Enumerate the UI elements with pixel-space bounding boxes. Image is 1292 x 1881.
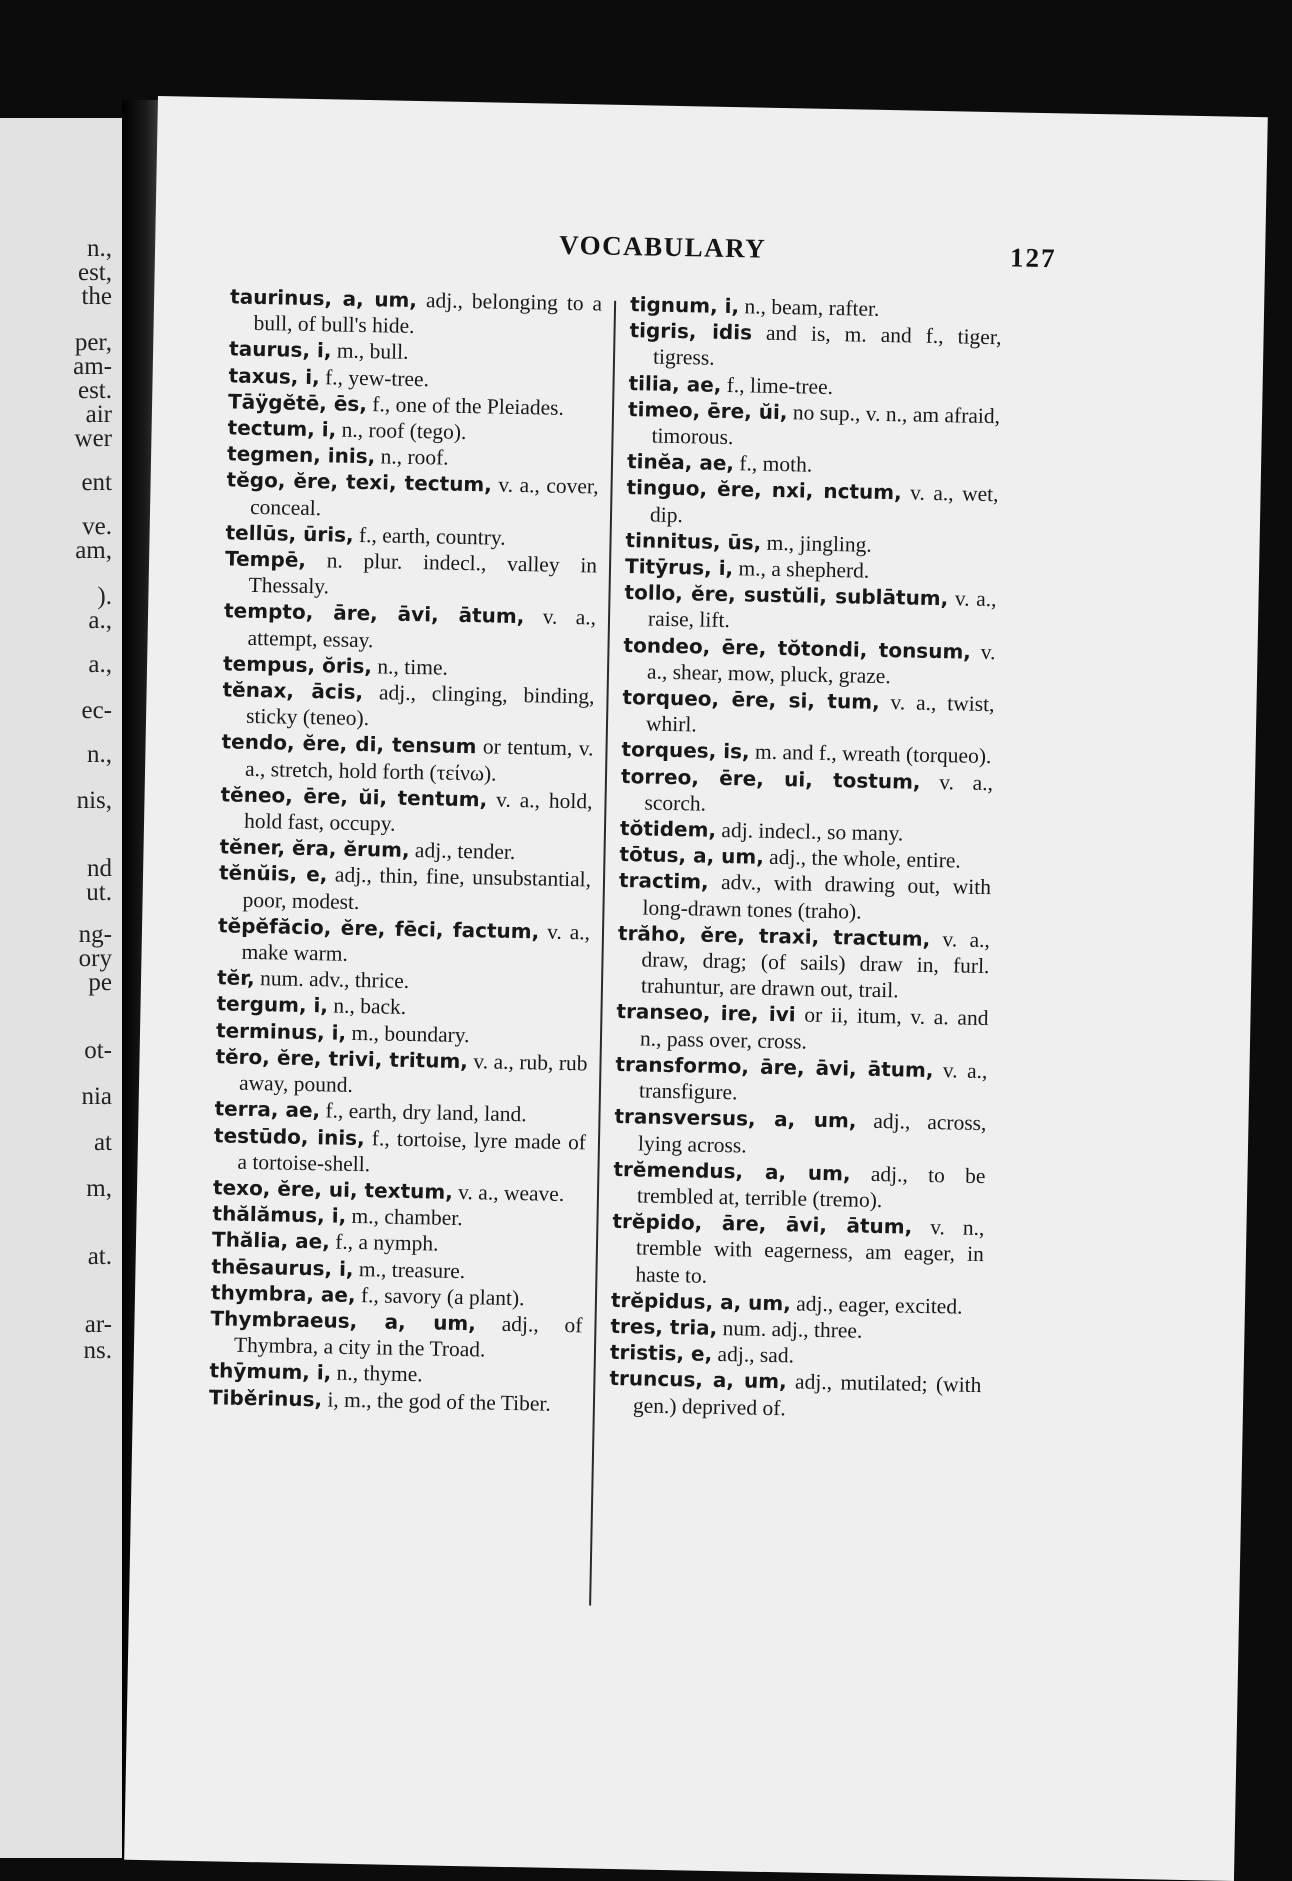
- entry-headword: timeo, ēre, ŭi,: [627, 396, 788, 424]
- vocab-entry: [210, 1305, 583, 1365]
- previous-page-text-fragment: per,: [74, 329, 112, 356]
- entry-definition: n., roof.: [374, 444, 449, 470]
- entry-headword: tĕner, ĕra, ĕrum,: [219, 834, 410, 863]
- entry-definition: m., chamber.: [345, 1203, 463, 1231]
- entry-headword: truncus, a, um,: [609, 1366, 787, 1394]
- entry-definition: f., yew-tree.: [319, 364, 430, 391]
- entry-headword: trĕpidus, a, um,: [610, 1287, 792, 1316]
- entry-definition: adv., with drawing out, with long-drawn tones (traho).: [642, 870, 992, 924]
- vocab-entry: [624, 579, 997, 639]
- vocab-entry: [627, 396, 1000, 456]
- entry-definition: v. a., scorch.: [644, 769, 994, 816]
- previous-page-text-fragment: ut.: [86, 879, 112, 906]
- entry-headword: tristis, e,: [609, 1340, 713, 1366]
- vocab-entry: [224, 545, 597, 605]
- page-header: [155, 222, 1266, 283]
- previous-page-text-fragment: ng-: [78, 921, 112, 948]
- entry-headword: tergum, i,: [216, 991, 329, 1018]
- previous-page-text-fragment: nis,: [76, 787, 112, 814]
- entry-definition: n., back.: [327, 993, 407, 1020]
- previous-page-text-fragment: n.,: [87, 235, 112, 262]
- entry-headword: tilia, ae,: [628, 370, 722, 397]
- entry-definition: v. a., wet, dip.: [649, 480, 999, 527]
- entry-definition: and is, m. and f., tiger, tigress.: [652, 320, 1002, 371]
- entry-definition: adj., of Thymbra, a city in the Troad.: [233, 1311, 583, 1362]
- dictionary-page: [124, 96, 1268, 1881]
- entry-definition: adj. indecl., so many.: [715, 817, 904, 846]
- vocab-entry: [616, 998, 989, 1058]
- entry-definition: f., a nymph.: [329, 1229, 439, 1256]
- entry-definition: num. adj., three.: [717, 1315, 863, 1343]
- entry-definition: v. a., weave.: [452, 1179, 565, 1206]
- entry-headword: tres, tria,: [610, 1313, 718, 1340]
- entry-headword: tempus, ŏris,: [222, 651, 373, 679]
- vocab-entry: [229, 283, 602, 343]
- entry-headword: tŏtidem,: [619, 816, 717, 842]
- entry-headword: tĕnax, ācis,: [222, 677, 364, 705]
- entry-definition: adj., the whole, entire.: [763, 845, 962, 873]
- vocab-entry: [218, 860, 591, 920]
- entry-headword: tinguo, ĕre, nxi, nctum,: [626, 475, 902, 505]
- previous-page-text-fragment: air: [85, 401, 112, 428]
- vocab-entry: [222, 676, 595, 736]
- previous-page-text-fragment: est.: [77, 377, 112, 404]
- entry-headword: taurinus, a, um,: [229, 284, 418, 313]
- previous-page-text-fragment: ve.: [82, 513, 112, 540]
- entry-definition: f., earth, dry land, land.: [319, 1098, 527, 1127]
- previous-page-text-fragment: est,: [77, 259, 112, 286]
- entry-headword: Tempē,: [224, 546, 307, 572]
- previous-page-text-fragment: ).: [97, 583, 112, 610]
- entry-definition: or ii, itum, v. a. and n., pass over, cross.: [639, 1002, 989, 1054]
- entry-definition: f., one of the Pleiades.: [366, 391, 565, 420]
- entry-definition: no sup., v. n., am afraid, timorous.: [651, 399, 1001, 450]
- entry-headword: Thălia, ae,: [211, 1227, 331, 1254]
- vocab-entry: [614, 1103, 987, 1163]
- previous-page-text-fragment: the: [81, 283, 112, 310]
- previous-page-text-fragment: nia: [81, 1083, 112, 1110]
- entry-headword: tĕgo, ĕre, texi, tectum,: [226, 467, 493, 497]
- entry-headword: tollo, ĕre, sustŭli, sublātum,: [624, 580, 949, 611]
- entry-headword: taurus, i,: [228, 336, 332, 363]
- entry-headword: transeo, ire, ivi: [616, 999, 796, 1027]
- entry-headword: transformo, āre, āvi, ātum,: [615, 1051, 934, 1082]
- entry-headword: tractim,: [618, 868, 709, 895]
- entry-definition: i, m., the god of the Tiber.: [321, 1386, 552, 1416]
- entry-headword: trăho, ĕre, traxi, tractum,: [617, 920, 931, 951]
- entry-definition: m., bull.: [331, 338, 409, 365]
- entry-headword: torreo, ēre, ui, tostum,: [620, 763, 921, 794]
- vocab-entry: [622, 684, 995, 744]
- entry-definition: v. a., raise, lift.: [647, 586, 997, 633]
- vocab-entry: [223, 598, 596, 658]
- entry-headword: tĕro, ĕre, trivi, tritum,: [215, 1044, 469, 1074]
- entry-headword: terra, ae,: [214, 1096, 321, 1123]
- entry-headword: terminus, i,: [215, 1017, 347, 1045]
- entry-headword: trĕpido, āre, āvi, ātum,: [612, 1209, 913, 1239]
- entry-headword: tinnitus, ūs,: [625, 527, 762, 555]
- entry-definition: m., treasure.: [353, 1256, 466, 1283]
- vocab-entry: [213, 1122, 586, 1182]
- vocabulary-column-left: [209, 283, 603, 1417]
- vocab-entry: [615, 1051, 988, 1111]
- entry-definition: m., jingling.: [761, 530, 873, 557]
- entry-headword: tegmen, inis,: [226, 441, 376, 469]
- entry-definition: adj., sad.: [711, 1341, 795, 1368]
- page-title: VOCABULARY: [558, 229, 767, 264]
- entry-headword: tĕr,: [216, 965, 255, 991]
- entry-definition: f., lime-tree.: [721, 372, 834, 399]
- entry-definition: m. and f., wreath (torqueo).: [749, 739, 992, 769]
- entry-headword: tinĕa, ae,: [626, 449, 735, 476]
- entry-definition: n., beam, rafter.: [738, 294, 880, 321]
- entry-definition: adj., thin, fine, unsubstantial, poor, modest.: [242, 862, 592, 914]
- entry-headword: Tāÿgĕtē, ēs,: [227, 389, 368, 416]
- previous-page-text-fragment: ec-: [81, 697, 112, 724]
- vocabulary-column-right: [609, 291, 1003, 1425]
- previous-page-text-fragment: ot-: [84, 1037, 112, 1064]
- entry-definition: v. a., rub, rub away, pound.: [238, 1049, 588, 1098]
- previous-page-text-fragment: ory: [78, 945, 112, 972]
- previous-page-text-fragment: ent: [81, 469, 112, 496]
- entry-headword: tĕpĕfăcio, ĕre, fēci, factum,: [217, 913, 540, 944]
- entry-definition: n., time.: [371, 654, 449, 680]
- entry-headword: taxus, i,: [228, 363, 320, 389]
- previous-page-text-fragment: m,: [86, 1175, 112, 1202]
- entry-definition: v. a., make warm.: [241, 919, 591, 966]
- previous-page-text-fragment: at.: [87, 1243, 112, 1270]
- entry-definition: n., thyme.: [331, 1360, 423, 1387]
- previous-page-text-fragment: nd: [87, 855, 112, 882]
- entry-definition: m., a shepherd.: [732, 556, 870, 583]
- entry-headword: tellūs, ūris,: [225, 520, 354, 547]
- entry-definition: f., savory (a plant).: [355, 1282, 525, 1310]
- entry-headword: testūdo, inis,: [213, 1122, 365, 1150]
- vocab-entry: [629, 317, 1002, 377]
- entry-headword: thēsaurus, i,: [211, 1253, 354, 1281]
- entry-headword: tignum, i,: [629, 292, 740, 319]
- entry-headword: tōtus, a, um,: [619, 842, 765, 870]
- entry-definition: m., boundary.: [345, 1020, 470, 1047]
- entry-definition: adj., across, lying across.: [637, 1108, 987, 1157]
- entry-headword: trĕmendus, a, um,: [613, 1156, 851, 1186]
- entry-definition: or tentum, v. a., stretch, hold forth (τείνω).: [244, 734, 594, 786]
- entry-definition: v. a., cover, conceal.: [249, 472, 599, 520]
- previous-page-text-fragment: am-: [73, 353, 112, 380]
- vocab-entry: [226, 467, 599, 527]
- entry-headword: tigris, idis: [629, 318, 753, 345]
- entry-definition: f., tortoise, lyre made of a tortoise-shell.: [237, 1125, 587, 1176]
- entry-headword: transversus, a, um,: [614, 1104, 857, 1133]
- vocab-entry: [215, 1043, 588, 1103]
- entry-headword: Thymbraeus, a, um,: [210, 1306, 477, 1336]
- entry-headword: torques, is,: [621, 737, 750, 764]
- entry-definition: adj., clinging, binding, sticky (teneo).: [245, 680, 595, 731]
- entry-definition: v. a., twist, whirl.: [645, 690, 995, 737]
- entry-headword: Titȳrus, i,: [624, 554, 734, 581]
- vocab-entry: [617, 920, 990, 1006]
- entry-definition: adj., tender.: [409, 838, 516, 865]
- previous-page-edge: [0, 118, 122, 1858]
- vocab-entry: [626, 474, 999, 534]
- entry-headword: tectum, i,: [227, 415, 337, 442]
- entry-definition: n., roof (tego).: [336, 417, 467, 444]
- previous-page-text-fragment: ar-: [84, 1311, 112, 1338]
- entry-definition: f., moth.: [733, 451, 813, 477]
- entry-headword: thymbra, ae,: [210, 1279, 356, 1307]
- entry-definition: v. n., tremble with eagerness, am eager, in haste to.: [635, 1214, 985, 1288]
- entry-headword: tendo, ĕre, di, tensum: [221, 729, 477, 759]
- entry-definition: v. a., shear, mow, pluck, graze.: [646, 639, 996, 689]
- entry-headword: tondeo, ēre, tŏtondi, tonsum,: [623, 632, 972, 664]
- entry-headword: torqueo, ēre, si, tum,: [622, 685, 880, 715]
- vocab-entry: [220, 781, 593, 841]
- vocab-entry: [221, 729, 594, 789]
- entry-definition: num. adv., thrice.: [254, 966, 410, 994]
- previous-page-text-fragment: a.,: [88, 651, 112, 678]
- page-number: 127: [1009, 242, 1057, 274]
- previous-page-text-fragment: a.,: [88, 607, 112, 634]
- entry-definition: adj., to be trembled at, terrible (tremo).: [636, 1161, 986, 1213]
- entry-definition: adj., mutilated; (with gen.) deprived of.: [632, 1369, 982, 1420]
- previous-page-text-fragment: pe: [88, 969, 112, 996]
- entry-headword: thălămus, i,: [212, 1201, 347, 1228]
- entry-headword: Tiběrinus,: [208, 1384, 323, 1411]
- entry-definition: v. a., transfigure.: [638, 1057, 988, 1105]
- previous-page-text-fragment: ns.: [83, 1337, 112, 1364]
- entry-headword: tĕneo, ēre, ŭi, tentum,: [220, 782, 488, 812]
- entry-definition: v. a., draw, drag; (of sails) draw in, furl. trahuntur, are drawn out, trail.: [640, 926, 991, 1003]
- previous-page-text-fragment: am,: [75, 537, 112, 564]
- vocab-entry: [618, 867, 991, 927]
- previous-page-text-fragment: at: [93, 1129, 112, 1156]
- vocab-entry: [620, 763, 993, 823]
- previous-page-text-fragment: n.,: [87, 741, 112, 768]
- entry-definition: f., earth, country.: [353, 522, 506, 550]
- entry-definition: n. plur. indecl., valley in Thessaly.: [248, 547, 598, 599]
- entry-definition: v. a., attempt, essay.: [247, 604, 597, 652]
- previous-page-text-fragment: wer: [74, 425, 112, 452]
- entry-headword: tĕnŭis, e,: [218, 860, 328, 887]
- entry-headword: tempto, āre, āvi, ātum,: [223, 598, 525, 629]
- vocab-entry: [609, 1365, 982, 1425]
- entry-headword: thȳmum, i,: [209, 1358, 332, 1385]
- entry-definition: adj., belonging to a bull, of bull's hide.: [253, 288, 603, 339]
- entry-definition: adj., eager, excited.: [790, 1291, 963, 1319]
- vocab-entry: [611, 1208, 984, 1294]
- vocab-entry: [613, 1156, 986, 1216]
- vocab-entry: [623, 632, 996, 692]
- vocab-entry: [217, 912, 590, 972]
- entry-headword: texo, ĕre, ui, textum,: [212, 1175, 454, 1204]
- entry-definition: v. a., hold, hold fast, occupy.: [243, 787, 593, 836]
